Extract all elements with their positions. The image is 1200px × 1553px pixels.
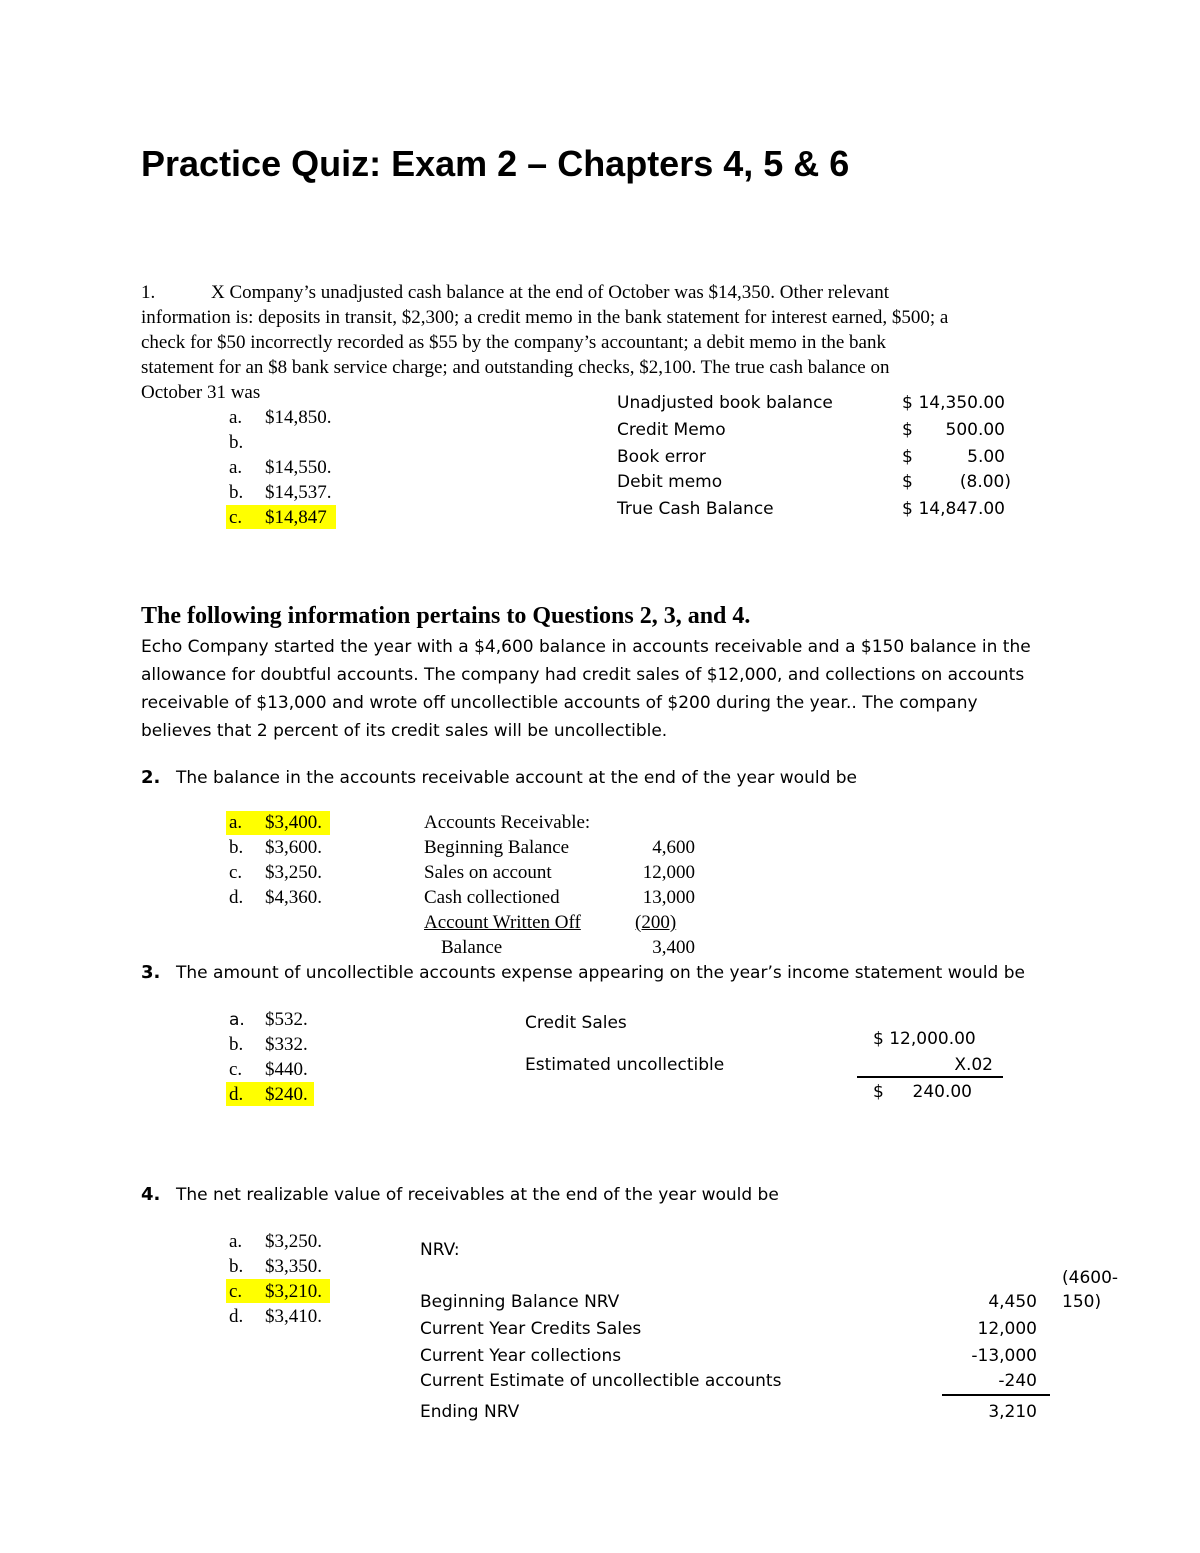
work-label: Estimated uncollectible (525, 1055, 725, 1075)
work-title: Accounts Receivable: (424, 812, 591, 833)
work-rate: X.02 (954, 1055, 993, 1075)
work-label: Current Estimate of uncollectible accounts (420, 1371, 782, 1391)
q1-text-line: statement for an $8 bank service charge; and outstanding checks, $2,100. The true cash balance on (141, 357, 890, 378)
q2-number: 2. (141, 767, 161, 788)
option-letter: b. (229, 432, 244, 453)
work-amount: 14,350.00 (918, 393, 1005, 413)
scenario-paragraph-line: allowance for doubtful accounts. The company had credit sales of $12,000, and collections on accounts (141, 665, 1025, 685)
work-label: Balance (441, 937, 503, 958)
option-value: $3,350. (265, 1256, 322, 1277)
scenario-paragraph-line: believes that 2 percent of its credit sales will be uncollectible. (141, 721, 668, 741)
work-amount: 13,000 (642, 887, 695, 908)
option-value: $14,537. (265, 482, 332, 503)
work-label: Debit memo (617, 472, 723, 492)
option-value: $3,410. (265, 1306, 322, 1327)
work-sign: $ (902, 472, 913, 492)
work-amount: 3,400 (652, 937, 695, 958)
option-letter: c. (229, 1281, 243, 1302)
total-rule (857, 1076, 1003, 1078)
q1-text-line: check for $50 incorrectly recorded as $55 by the company’s accountant; a debit memo in the bank (141, 332, 886, 353)
work-label: Current Year collections (420, 1346, 622, 1366)
option-letter: d. (229, 1084, 244, 1105)
q3-text: The amount of uncollectible accounts expense appearing on the year’s income statement would be (176, 963, 1025, 983)
work-amount: 12,000 (642, 862, 695, 883)
work-amount: (8.00) (959, 472, 1011, 492)
option-letter: c. (229, 507, 243, 528)
work-amount: 5.00 (967, 447, 1005, 467)
option-value: $4,360. (265, 887, 322, 908)
work-label: Beginning Balance (424, 837, 570, 858)
work-amount: 4,450 (988, 1292, 1037, 1312)
page-title: Practice Quiz: Exam 2 – Chapters 4, 5 & 6 (141, 143, 850, 184)
option-letter: b. (229, 1256, 244, 1277)
option-value: $14,850. (265, 407, 332, 428)
work-label: Cash collectioned (424, 887, 560, 908)
work-label: Ending NRV (420, 1402, 520, 1422)
work-amount: 12,000 (977, 1319, 1037, 1339)
option-value: $532. (265, 1009, 308, 1030)
scenario-paragraph-line: receivable of $13,000 and wrote off uncollectible accounts of $200 during the year.. The company (141, 693, 978, 713)
option-letter: a. (229, 812, 243, 833)
work-sign: $ (873, 1082, 884, 1102)
work-sign: $ (902, 447, 913, 467)
work-sign: $ (902, 420, 913, 440)
option-value: $14,847 (265, 507, 327, 528)
work-label: Account Written Off (424, 912, 581, 933)
section-heading: The following information pertains to Questions 2, 3, and 4. (141, 603, 751, 629)
work-label: Credit Sales (525, 1013, 627, 1033)
work-label: True Cash Balance (617, 499, 774, 519)
option-letter: c. (229, 862, 243, 883)
q1-text-line: information is: deposits in transit, $2,300; a credit memo in the bank statement for interest earned, $500; a (141, 307, 949, 328)
option-letter: b. (229, 1034, 244, 1055)
q1-number: 1. (141, 282, 156, 303)
option-value: $3,250. (265, 862, 322, 883)
option-letter: a. (229, 457, 243, 478)
q1-text-line: X Company’s unadjusted cash balance at the end of October was $14,350. Other relevant (211, 282, 889, 303)
option-value: $3,600. (265, 837, 322, 858)
option-letter: d. (229, 1306, 244, 1327)
option-value: $14,550. (265, 457, 332, 478)
work-amount: 500.00 (945, 420, 1005, 440)
option-letter: b. (229, 837, 244, 858)
q3-number: 3. (141, 962, 161, 983)
work-label: Current Year Credits Sales (420, 1319, 642, 1339)
work-note: (4600- (1062, 1268, 1119, 1288)
work-amount: (200) (635, 912, 677, 933)
q1-text-line: October 31 was (141, 382, 261, 403)
work-label: Beginning Balance NRV (420, 1292, 620, 1312)
option-letter: a. (229, 407, 243, 428)
work-label: Credit Memo (617, 420, 726, 440)
work-amount: 14,847.00 (918, 499, 1005, 519)
option-value: $440. (265, 1059, 308, 1080)
option-letter: c. (229, 1059, 243, 1080)
work-amount: 240.00 (912, 1082, 972, 1102)
q4-text: The net realizable value of receivables at the end of the year would be (176, 1185, 779, 1205)
total-rule (942, 1394, 1050, 1396)
option-letter: b. (229, 482, 244, 503)
option-value: $3,250. (265, 1231, 322, 1252)
option-value: $240. (265, 1084, 308, 1105)
work-label: Sales on account (424, 862, 552, 883)
work-title: NRV: (420, 1240, 460, 1260)
work-label: Book error (617, 447, 706, 467)
option-value: $332. (265, 1034, 308, 1055)
option-value: $3,400. (265, 812, 322, 833)
work-note: 150) (1062, 1292, 1102, 1312)
work-amount: -240 (998, 1371, 1037, 1391)
work-label: Unadjusted book balance (617, 393, 833, 413)
work-sign: $ (902, 393, 913, 413)
option-letter: d. (229, 887, 244, 908)
work-amount: 4,600 (652, 837, 695, 858)
work-amount: $ 12,000.00 (873, 1029, 976, 1049)
option-letter: a. (229, 1010, 245, 1030)
work-amount: 3,210 (988, 1402, 1037, 1422)
work-sign: $ (902, 499, 913, 519)
q4-number: 4. (141, 1184, 161, 1205)
work-amount: -13,000 (971, 1346, 1037, 1366)
scenario-paragraph-line: Echo Company started the year with a $4,600 balance in accounts receivable and a $150 balance in the (141, 637, 1031, 657)
option-value: $3,210. (265, 1281, 322, 1302)
option-letter: a. (229, 1231, 243, 1252)
q2-text: The balance in the accounts receivable account at the end of the year would be (176, 768, 858, 788)
